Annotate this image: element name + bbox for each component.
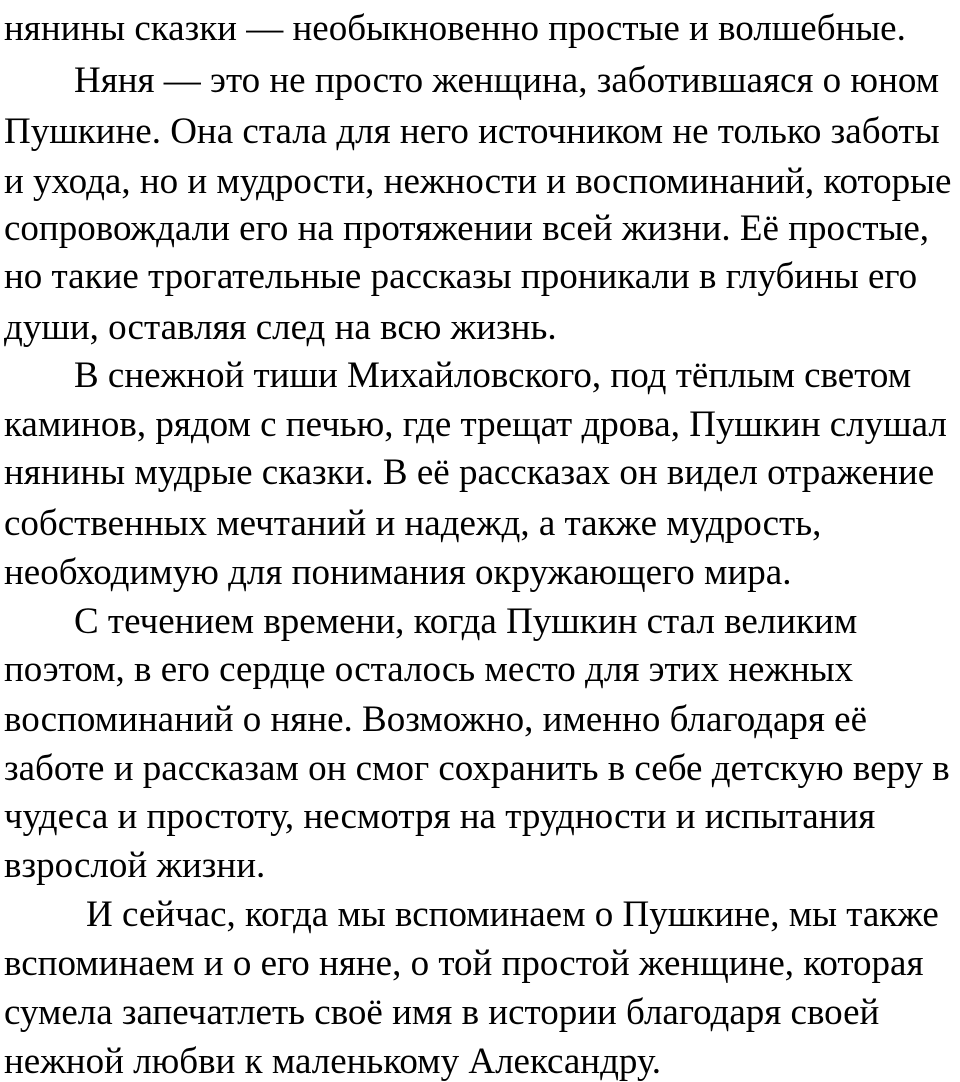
text-line: чудеса и простоту, несмотря на трудности и испытания xyxy=(4,796,876,837)
text-line: нежной любви к маленькому Александру. xyxy=(4,1041,661,1082)
paragraph-first-line: И сейчас, когда мы вспоминаем о Пушкине, мы также xyxy=(86,894,939,935)
text-line: сумела запечатлеть своё имя в истории благодаря своей xyxy=(4,992,880,1033)
text-line: воспоминаний о няне. Возможно, именно благодаря её xyxy=(4,699,867,740)
text-line: и ухода, но и мудрости, нежности и воспоминаний, которые xyxy=(4,161,952,202)
text-line: взрослой жизни. xyxy=(4,845,266,886)
text-line: души, оставляя след на всю жизнь. xyxy=(4,307,557,348)
text-line: собственных мечтаний и надежд, а также мудрость, xyxy=(4,503,822,544)
paragraph-first-line: Няня — это не просто женщина, заботившаяся о юном xyxy=(74,60,940,101)
text-line: поэтом, в его сердце осталось место для этих нежных xyxy=(4,649,854,690)
text-line: вспоминаем и о его няне, о той простой женщине, которая xyxy=(4,943,924,984)
text-line: нянины сказки — необыкновенно простые и волшебные. xyxy=(4,8,906,49)
text-line: каминов, рядом с печью, где трещат дрова, Пушкин слушал xyxy=(4,404,947,445)
text-line: нянины мудрые сказки. В её рассказах он видел отражение xyxy=(4,452,935,493)
paragraph-first-line: С течением времени, когда Пушкин стал великим xyxy=(74,601,858,642)
text-line: но такие трогательные рассказы проникали в глубины его xyxy=(4,256,918,297)
text-line: заботе и рассказам он смог сохранить в себе детскую веру в xyxy=(4,748,950,789)
text-line: необходимую для понимания окружающего мира. xyxy=(4,552,792,593)
text-line: Пушкине. Она стала для него источником не только заботы xyxy=(4,111,940,152)
text-line: сопровождали его на протяжении всей жизни. Её простые, xyxy=(4,208,930,249)
paragraph-first-line: В снежной тиши Михайловского, под тёплым светом xyxy=(74,355,912,396)
